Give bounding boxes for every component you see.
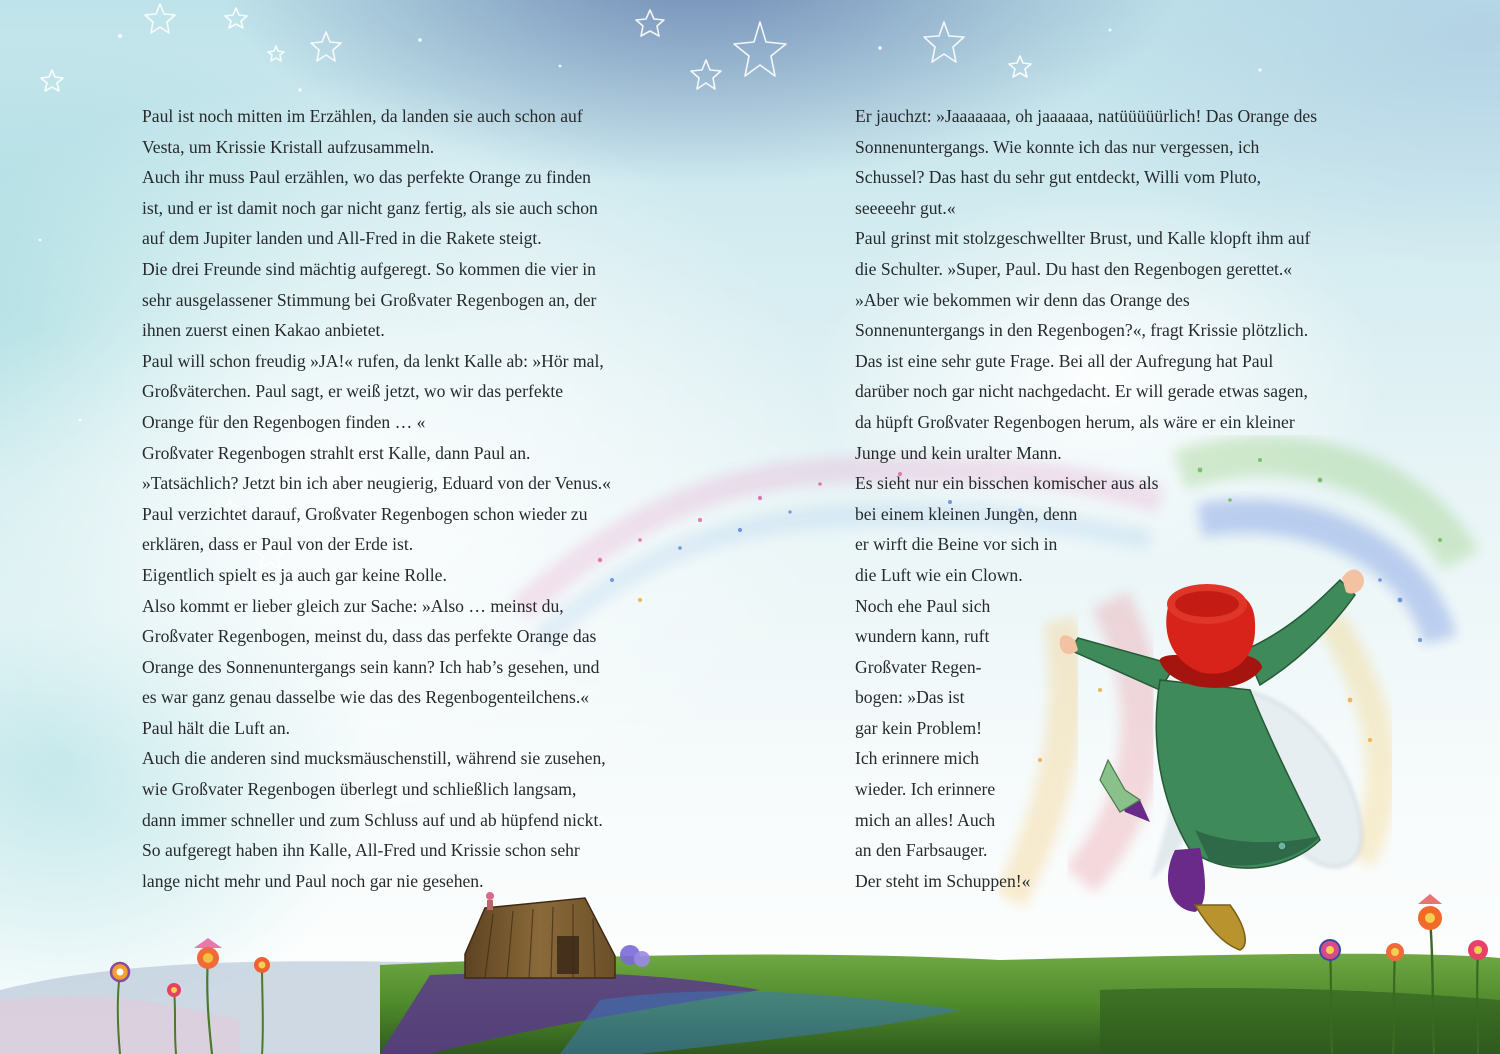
text-line: mich an alles! Auch bbox=[855, 809, 996, 830]
text-line: bogen: »Das ist bbox=[855, 687, 965, 708]
text-line: gar kein Problem! bbox=[855, 717, 983, 738]
text-line: Sonnenuntergangs in den Regenbogen?«, fragt Krissie plötzlich. bbox=[855, 320, 1309, 341]
text-line: es war ganz genau dasselbe wie das des Regenbogenteilchens.« bbox=[142, 687, 590, 708]
text-line: Das ist eine sehr gute Frage. Bei all der Aufregung hat Paul bbox=[855, 350, 1274, 371]
text-line: Orange des Sonnenuntergangs sein kann? Ich hab’s gesehen, und bbox=[142, 656, 600, 677]
star-icon bbox=[41, 70, 63, 91]
text-line: Auch die anderen sind mucksmäuschenstill, während sie zusehen, bbox=[142, 748, 606, 769]
text-line: Ich erinnere mich bbox=[855, 748, 980, 769]
text-line: seeeeehr gut.« bbox=[855, 197, 956, 218]
text-line: da hüpft Großvater Regenbogen herum, als wäre er ein kleiner bbox=[855, 411, 1295, 432]
star-icon bbox=[225, 8, 247, 28]
text-line: dann immer schneller und zum Schluss auf und ab hüpfend nickt. bbox=[142, 809, 603, 830]
star-icon bbox=[734, 22, 786, 76]
text-line: wie Großvater Regenbogen überlegt und schließlich langsam, bbox=[142, 779, 577, 800]
text-line: Großvater Regen- bbox=[855, 656, 982, 677]
text-line: Der steht im Schuppen!« bbox=[855, 870, 1031, 891]
text-line: die Schulter. »Super, Paul. Du hast den Regenbogen gerettet.« bbox=[855, 258, 1293, 279]
star-icon bbox=[1009, 56, 1031, 77]
text-line: Großvater Regenbogen strahlt erst Kalle, dann Paul an. bbox=[142, 442, 531, 463]
star-icon bbox=[924, 22, 964, 62]
text-line: Sonnenuntergangs. Wie konnte ich das nur vergessen, ich bbox=[855, 136, 1260, 157]
meadow bbox=[0, 954, 1500, 1054]
text-line: Auch ihr muss Paul erzählen, wo das perfekte Orange zu finden bbox=[142, 167, 591, 188]
text-line: wundern kann, ruft bbox=[855, 626, 990, 647]
text-line: Die drei Freunde sind mächtig aufgeregt. So kommen die vier in bbox=[142, 258, 596, 279]
text-line: Großväterchen. Paul sagt, er weiß jetzt, wo wir das perfekte bbox=[142, 381, 564, 402]
text-line: Eigentlich spielt es ja auch gar keine Rolle. bbox=[142, 564, 447, 585]
text-line: Großvater Regenbogen, meinst du, dass das perfekte Orange das bbox=[142, 626, 597, 647]
text-line: Paul grinst mit stolzgeschwellter Brust, und Kalle klopft ihm auf bbox=[855, 228, 1311, 249]
text-line: So aufgeregt haben ihn Kalle, All-Fred und Krissie schon sehr bbox=[142, 840, 580, 861]
text-line: Vesta, um Krissie Kristall aufzusammeln. bbox=[142, 136, 435, 157]
text-line: sehr ausgelassener Stimmung bei Großvater Regenbogen an, der bbox=[142, 289, 597, 310]
text-line: Paul will schon freudig »JA!« rufen, da lenkt Kalle ab: »Hör mal, bbox=[142, 350, 604, 371]
text-line: Paul hält die Luft an. bbox=[142, 717, 291, 738]
text-line: Schussel? Das hast du sehr gut entdeckt, Willi vom Pluto, bbox=[855, 167, 1262, 188]
text-line: Paul verzichtet darauf, Großvater Regenbogen schon wieder zu bbox=[142, 503, 588, 524]
star-icon bbox=[691, 60, 721, 89]
text-line: Junge und kein uralter Mann. bbox=[855, 442, 1062, 463]
right-page-text bbox=[855, 101, 1317, 896]
star-icon bbox=[636, 10, 664, 36]
text-line: Orange für den Regenbogen finden … « bbox=[142, 411, 426, 432]
text-line: er wirft die Beine vor sich in bbox=[855, 534, 1058, 555]
text-line: erklären, dass er Paul von der Erde ist. bbox=[142, 534, 414, 555]
text-line: an den Farbsauger. bbox=[855, 840, 988, 861]
text-line: Er jauchzt: »Jaaaaaaa, oh jaaaaaa, natüüüüürlich! Das Orange des bbox=[855, 106, 1318, 126]
star-icon bbox=[145, 4, 175, 33]
text-line: bei einem kleinen Jungen, denn bbox=[855, 503, 1078, 524]
text-line: darüber noch gar nicht nachgedacht. Er will gerade etwas sagen, bbox=[855, 381, 1308, 402]
text-line: lange nicht mehr und Paul noch gar nie gesehen. bbox=[142, 870, 484, 891]
star-icon bbox=[311, 32, 341, 61]
text-line: Paul ist noch mitten im Erzählen, da landen sie auch schon auf bbox=[142, 106, 583, 126]
text-line: »Tatsächlich? Jetzt bin ich aber neugierig, Eduard von der Venus.« bbox=[142, 473, 611, 494]
shed bbox=[465, 892, 615, 978]
star-icon bbox=[268, 46, 284, 61]
text-line: »Aber wie bekommen wir denn das Orange des bbox=[855, 289, 1190, 310]
text-line: wieder. Ich erinnere bbox=[855, 779, 996, 800]
text-line: ist, und er ist damit noch gar nicht ganz fertig, als sie auch schon bbox=[142, 197, 598, 218]
left-page-text bbox=[142, 101, 611, 896]
text-line: auf dem Jupiter landen und All-Fred in die Rakete steigt. bbox=[142, 228, 542, 249]
text-line: die Luft wie ein Clown. bbox=[855, 564, 1023, 585]
text-line: Also kommt er lieber gleich zur Sache: »Also … meinst du, bbox=[142, 595, 564, 616]
text-line: Es sieht nur ein bisschen komischer aus als bbox=[855, 473, 1159, 494]
text-line: ihnen zuerst einen Kakao anbietet. bbox=[142, 320, 385, 341]
text-line: Noch ehe Paul sich bbox=[855, 595, 991, 616]
